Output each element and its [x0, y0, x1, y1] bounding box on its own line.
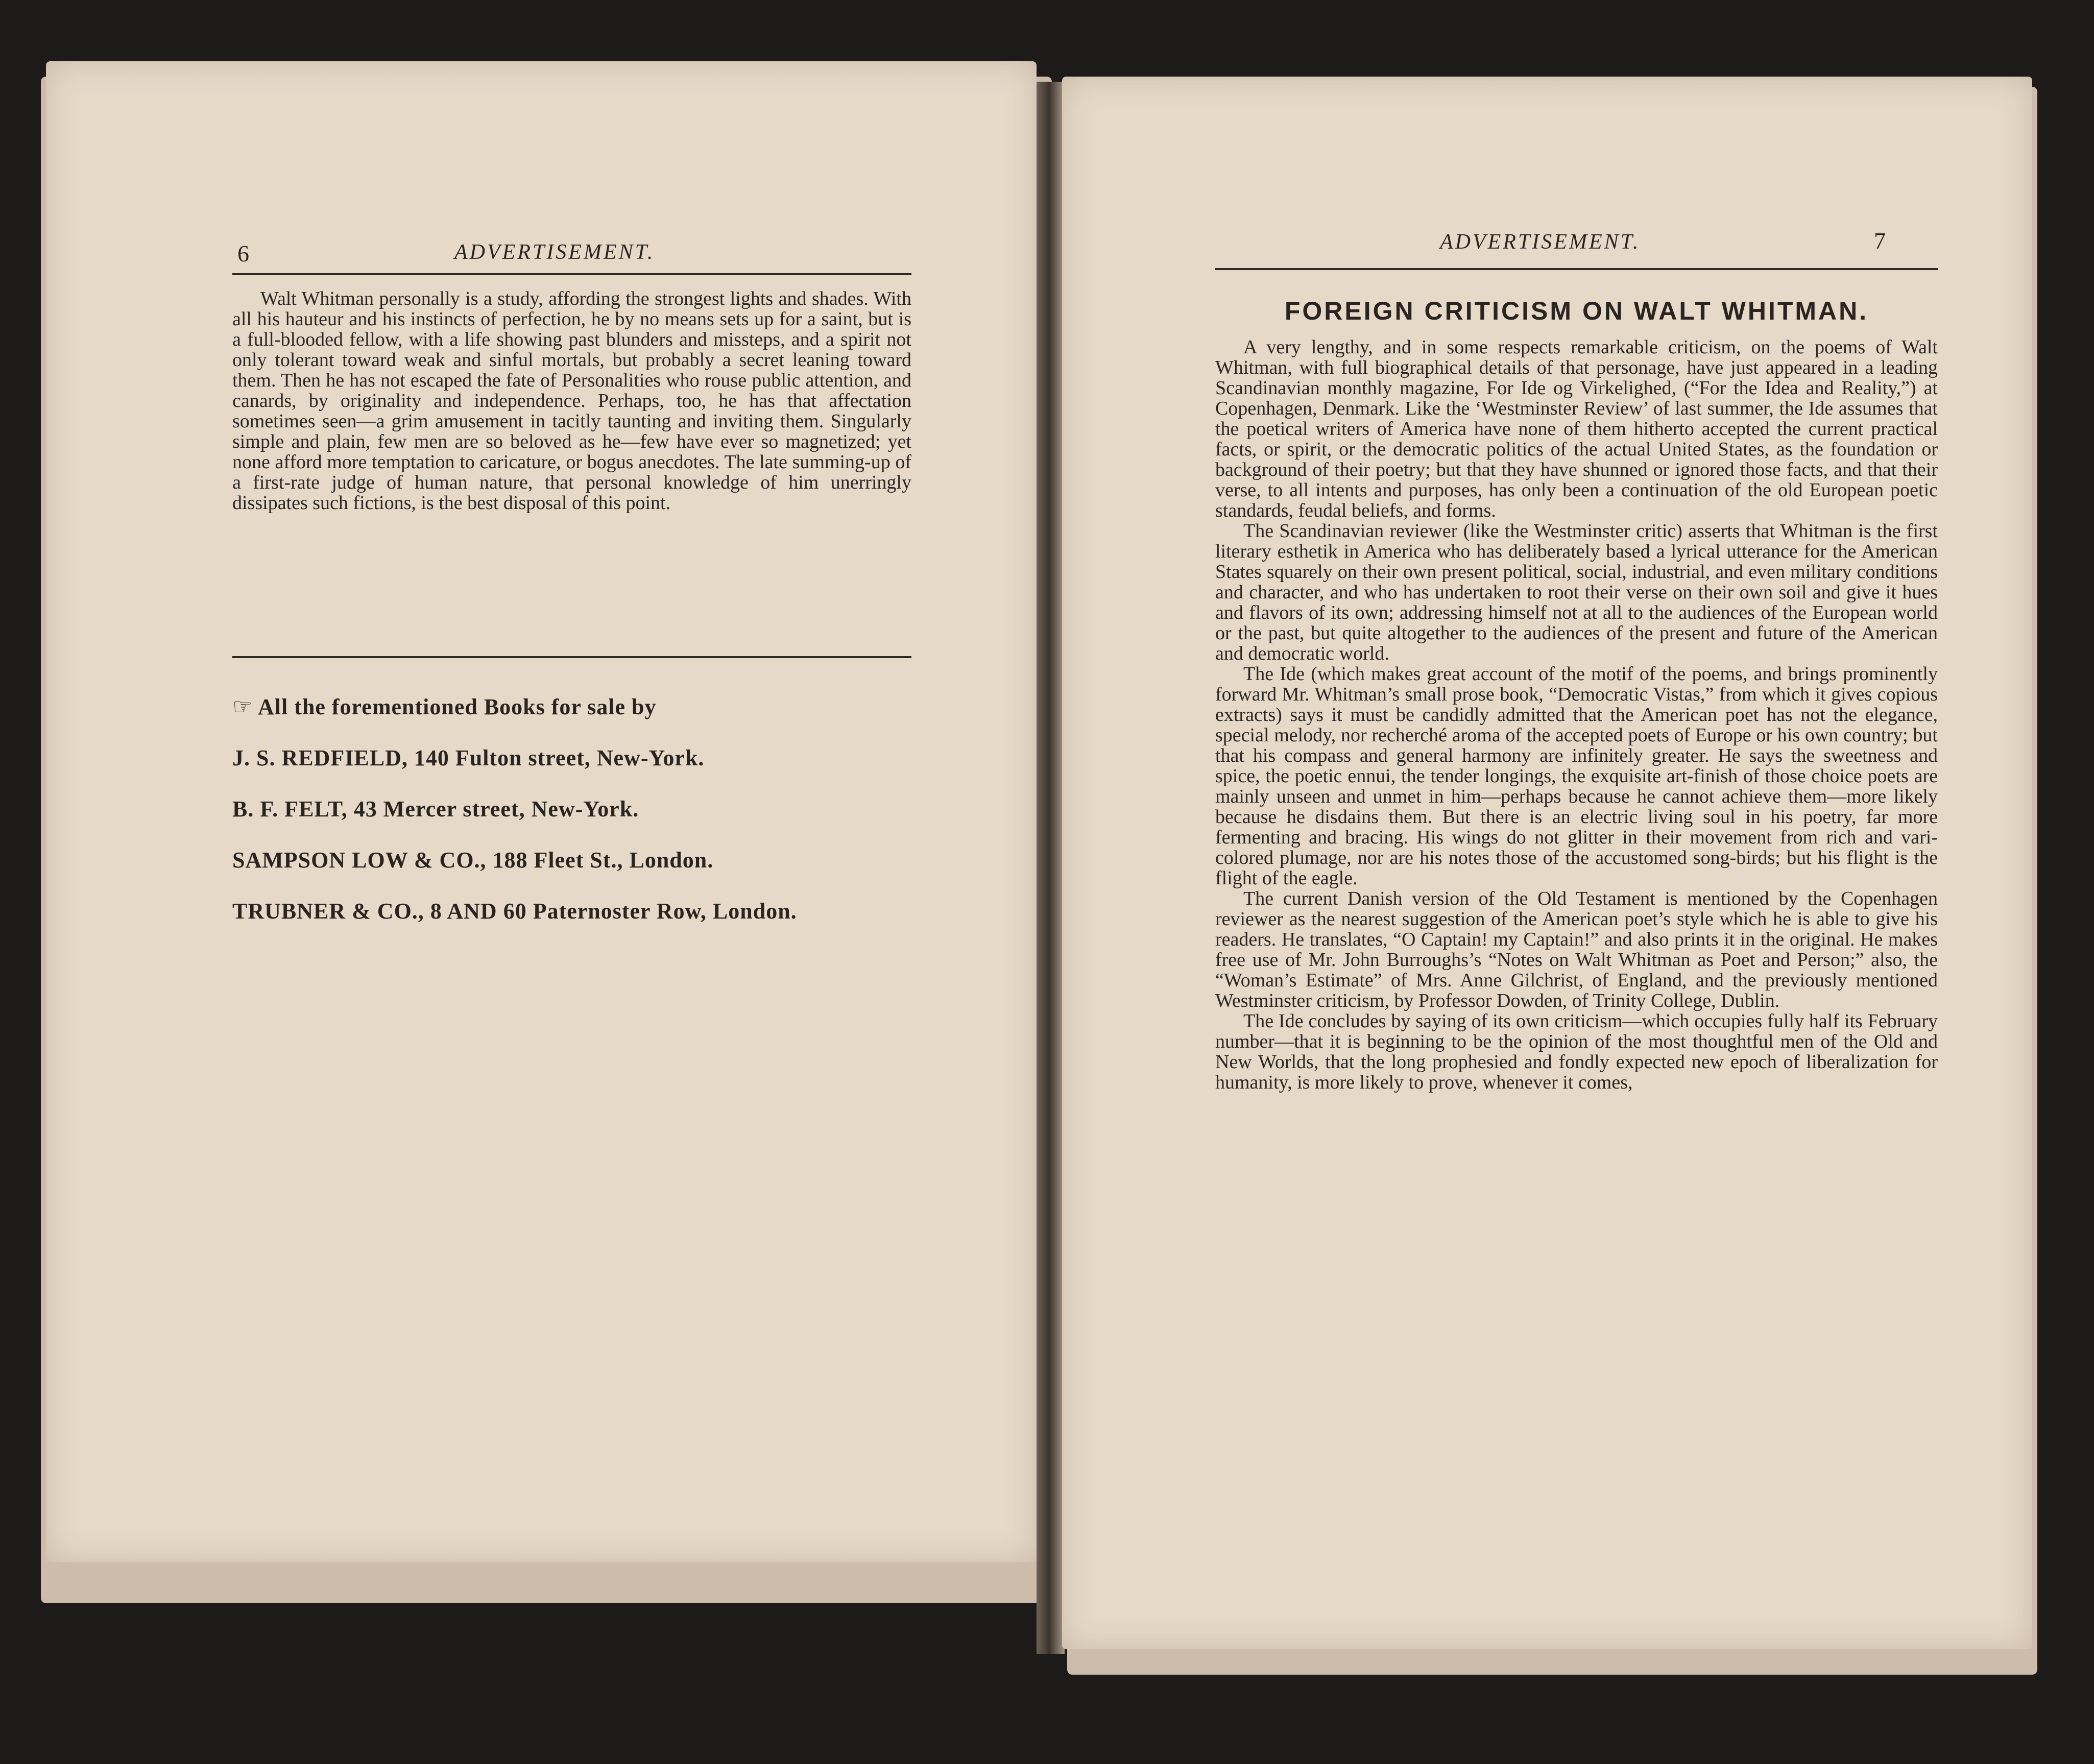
header-rule: [1215, 268, 1938, 270]
page-number: 6: [237, 240, 249, 267]
article-paragraph: The current Danish version of the Old Testament is mentioned by the Copenhagen reviewer as the nearest suggestion of the American poet’s style which he is able to give his readers. He translates, “O Captain! my Captain!” and also prints it in the original. He makes free use of Mr. John Burroughs’s “Notes on Walt Whitman as Poet and Person;” also, the “Woman’s Estimate” of Mrs. Anne Gilchrist, of England, and the previously mentioned Westminster criticism, by Professor Dowden, of Trinity College, Dublin.: [1215, 888, 1938, 1011]
right-page: [1062, 77, 2032, 1649]
article-headline: FOREIGN CRITICISM ON WALT WHITMAN.: [1284, 297, 1869, 325]
sale-notice-text: All the forementioned Books for sale by: [258, 694, 657, 719]
left-page: [46, 61, 1037, 1562]
running-head: ADVERTISEMENT.: [454, 240, 655, 264]
seller-trubner: TRUBNER & CO., 8 AND 60 Paternoster Row, London.: [232, 899, 797, 924]
article-paragraph: The Scandinavian reviewer (like the Westminster critic) asserts that Whitman is the first literary esthetik in America who has deliberately based a lyrical utterance for the American States squarely on their own present political, social, industrial, and even military conditions and character, and who has undertaken to root their verse on their own soil and give it hues and flavors of its own; addressing himself not at all to the audiences of the European world or the past, but quite altogether to the audiences of the present and future of the American and democratic world.: [1215, 520, 1938, 664]
seller-sampson-low: SAMPSON LOW & CO., 188 Fleet St., London.: [232, 848, 714, 873]
personal-study-paragraph: [232, 288, 911, 513]
article-paragraph: The Ide (which makes great account of the motif of the poems, and brings prominently forward Mr. Whitman’s small prose book, “Democratic Vistas,” from which it gives copious extracts) says it must be candidly admitted that the American poet has not the elegance, special melody, nor recherché aroma of the accepted poets of Europe or his own country; but that his compass and general harmony are infinitely greater. He says the sweetness and spice, the poetic ennui, the tender longings, the exquisite art-finish of those choice poets are mainly unseen and unmet in him—perhaps because he cannot achieve them—more likely because he disdains them. But there is an electric living soul in his poetry, far more fermenting and bracing. His wings do not glitter in their movement from rich and vari-colored plumage, nor are his notes those of the accustomed song-birds; but his flight is the flight of the eagle.: [1215, 663, 1938, 889]
sale-notice: [232, 682, 947, 733]
running-head: ADVERTISEMENT.: [1440, 230, 1641, 254]
pointing-hand-icon: ☞: [232, 694, 253, 719]
book-gutter: [1037, 82, 1065, 1654]
section-rule: [232, 656, 911, 658]
seller-felt: B. F. FELT, 43 Mercer street, New-York.: [232, 796, 639, 821]
article-body: [1215, 337, 1938, 1093]
paragraph-text: Walt Whitman personally is a study, affording the strongest lights and shades. With all his hauteur and his instincts of perfection, he by no means sets up for a saint, but is a full-blooded fellow, with a life showing past blunders and missteps, and a spirit not only tolerant toward weak and sinful mortals, but probably a secret leaning toward them. Then he has not escaped the fate of Personalities who rouse public attention, and canards, by originality and independence. Perhaps, too, he has that affectation sometimes seen—a grim amusement in tacitly taunting and inviting them. Singularly simple and plain, few men are so beloved as he—few have ever so magnetized; yet none afford more temptation to caricature, or bogus anecdotes. The late summing-up of a first-rate judge of human nature, that personal knowledge of him unerringly dissipates such fictions, is the best disposal of this point.: [232, 288, 911, 514]
booksellers-list: [232, 682, 947, 937]
article-paragraph: The Ide concludes by saying of its own criticism—which occupies fully half its February number—that it is beginning to be the opinion of the most thoughtful men of the Old and New Worlds, that the long prophesied and fondly expected new epoch of liberalization for humanity, is more likely to prove, whenever it comes,: [1215, 1010, 1938, 1093]
header-rule: [232, 273, 911, 275]
page-number: 7: [1874, 228, 1886, 254]
seller-redfield: J. S. REDFIELD, 140 Fulton street, New-York.: [232, 745, 705, 770]
article-paragraph: A very lengthy, and in some respects remarkable criticism, on the poems of Walt Whitman, with full biographical details of that personage, have just appeared in a leading Scandinavian monthly magazine, For Ide og Virkelighed, (“For the Idea and Reality,”) at Copenhagen, Denmark. Like the ‘Westminster Review’ of last summer, the Ide assumes that the poetical writers of America have none of them hitherto accepted the current practical facts, or spirit, or the democratic politics of the actual United States, as the foundation or background of their poetry; but that they have shunned or ignored those facts, and that their verse, to all intents and purposes, has only been a continuation of the old European poetic standards, feudal beliefs, and forms.: [1215, 336, 1938, 521]
